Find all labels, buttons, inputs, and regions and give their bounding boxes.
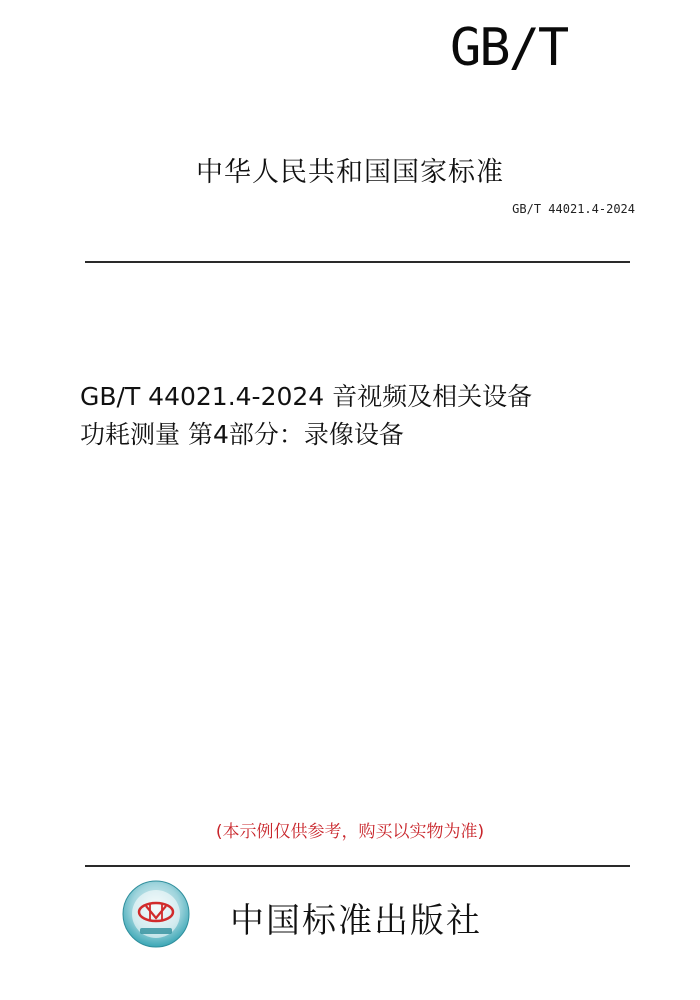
bottom-divider xyxy=(85,865,630,867)
document-title xyxy=(80,378,640,454)
document-title-line-2: 功耗测量 第4部分：录像设备 xyxy=(80,420,404,449)
publisher-seal-icon xyxy=(122,880,190,948)
publisher-name: 中国标准出版社 xyxy=(230,901,482,941)
top-divider xyxy=(85,261,630,263)
document-title-line-1: GB/T 44021.4-2024 音视频及相关设备 xyxy=(80,382,533,411)
standard-number: GB/T 44021.4-2024 xyxy=(512,202,635,216)
national-standard-heading: 中华人民共和国国家标准 xyxy=(196,157,504,188)
gb-t-mark: GB/T xyxy=(450,18,568,78)
reference-notice: (本示例仅供参考，购买以实物为准) xyxy=(215,822,485,842)
